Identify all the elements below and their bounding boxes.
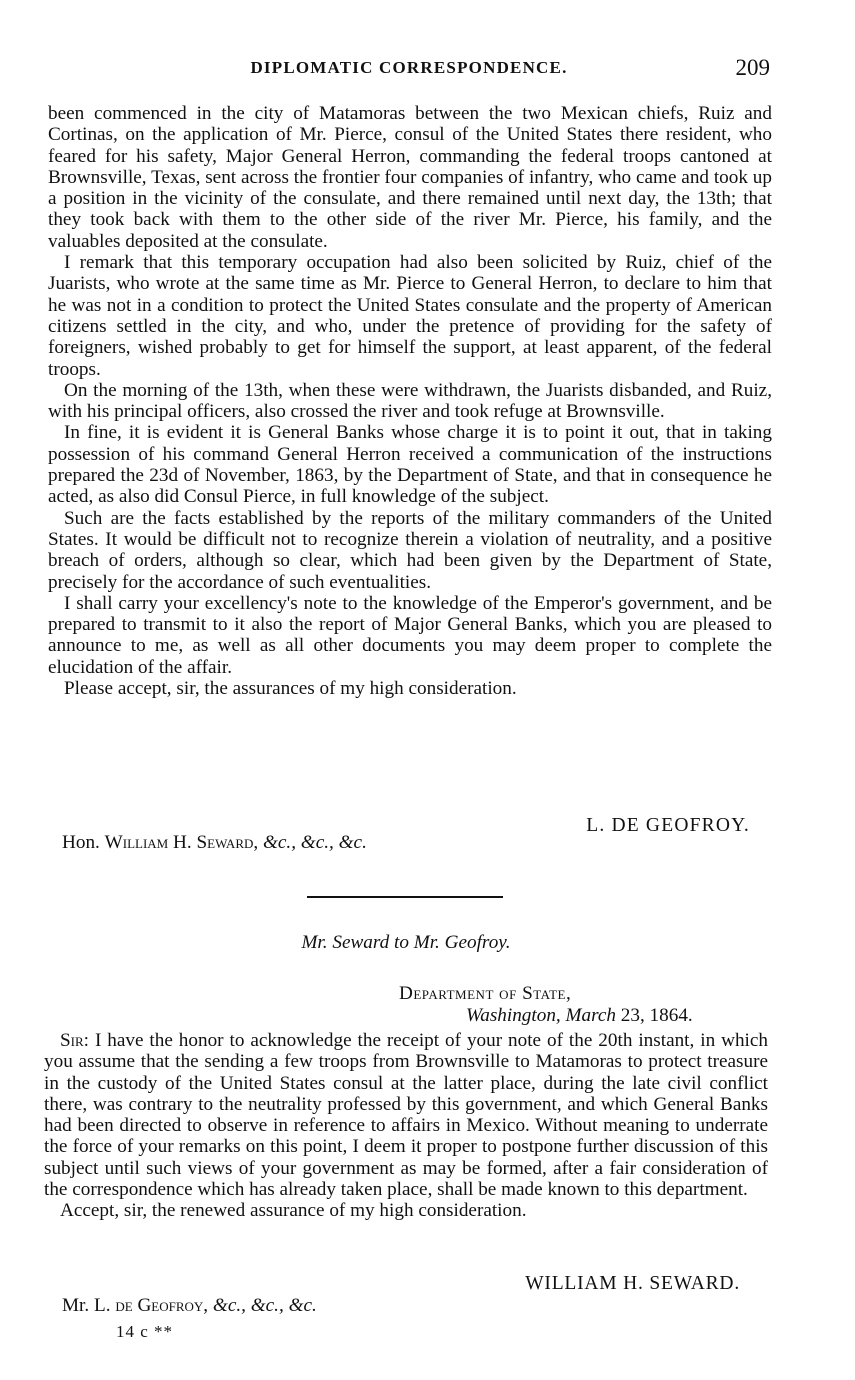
paragraph: I remark that this temporary occupation had also been solicited by Ruiz, chief of the Juarists, who wrote at the same time as Mr. Pierce to General Herron, to declare to him that he was not in a condition to protect the United States consulate and the property of American citizens settled in the city, and who, under the pretence of providing for the safety of foreigners, wished probably to get for himself the support, at least apparent, of the federal troops. — [48, 252, 772, 380]
addressee-suffix: &c., &c., &c. — [262, 832, 367, 853]
paragraph: On the morning of the 13th, when these were withdrawn, the Juarists disbanded, and Ruiz, with his principal officers, also crossed the river and took refuge at Brownsville. — [48, 379, 772, 423]
dateline-month: March — [565, 1005, 616, 1026]
letter-de-geofroy-body — [48, 103, 772, 699]
closing-line: Please accept, sir, the assurances of my high consideration. — [64, 678, 517, 700]
addressee-seward — [62, 832, 367, 854]
paragraph: been commenced in the city of Matamoras between the two Mexican chiefs, Ruiz and Cortinas, on the application of Mr. Pierce, consul of the United States there resident, who feared for his safety, Major General Herron, commanding the federal troops cantoned at Brownsville, Texas, sent across the frontier four companies of infantry, who came and took up a position in the vicinity of the consulate, and there remained until next day, the 13th; that they took back with them to the other side of the river Mr. Pierce, his family, and the valuables deposited at the consulate. — [48, 103, 772, 252]
signature-seward: WILLIAM H. SEWARD. — [525, 1273, 740, 1294]
paragraph-text: I have the honor to acknowledge the receipt of your note of the 20th instant, in which you assume that the sending a few troops from Brownsville to Matamoras to protect treasure in the custody of the United States consul at the latter place, during the late civil conflict there, was contrary to the neutrality professed by this government, and which General Banks had been directed to observe in reference to affairs in Mexico. Without meaning to underrate the force of your remarks on this point, I deem it proper to postpone further discussion of this subject until such views of your government as may be formed, after a fair consideration of the correspondence which has already taken place, shall be made known to this department. — [44, 1030, 768, 1201]
dateline-department: Department of State, — [399, 983, 572, 1004]
salutation: Sir: — [60, 1030, 90, 1051]
closing-line: Accept, sir, the renewed assurance of my high consideration. — [60, 1200, 527, 1222]
section-divider — [307, 896, 503, 898]
dateline-place: Washington, — [466, 1005, 561, 1026]
running-head — [48, 55, 770, 82]
dateline-year: 23, 1864. — [620, 1005, 693, 1026]
running-title: DIPLOMATIC CORRESPONDENCE. — [250, 58, 568, 77]
addressee-prefix: Hon. — [62, 832, 100, 853]
paragraph: I shall carry your excellency's note to the knowledge of the Emperor's government, and be prepared to transmit to it also the report of Major General Banks, which you are pleased to announce to me, as well as all other documents you may deem proper to complete the elucidation of the affair. — [48, 592, 772, 678]
addressee-de-geofroy — [62, 1295, 317, 1317]
signature-de-geofroy: L. DE GEOFROY. — [586, 815, 750, 836]
paragraph — [44, 1030, 768, 1200]
printer-signature-mark: 14 c ** — [116, 1322, 174, 1341]
paragraph: In fine, it is evident it is General Banks whose charge it is to point it out, that in taking possession of his command General Herron received a communication of the instructions prepared the 23d of November, 1863, by the Department of State, and that in consequence he acted, as also did Consul Pierce, in full knowledge of the subject. — [48, 422, 772, 508]
page-number: 209 — [735, 55, 770, 80]
dateline-date — [466, 1005, 693, 1027]
addressee-name: William H. Seward, — [104, 832, 259, 853]
letter-heading: Mr. Seward to Mr. Geofroy. — [301, 932, 511, 953]
addressee-suffix: &c., &c., &c. — [212, 1295, 317, 1316]
letter-seward-body — [44, 1030, 768, 1222]
addressee-name: L. de Geofroy, — [94, 1295, 209, 1316]
paragraph: Such are the facts established by the reports of the military commanders of the United States. It would be difficult not to recognize therein a violation of neutrality, and a positive breach of orders, although so clear, which had been given by the Department of State, precisely for the accordance of such eventualities. — [48, 507, 772, 593]
addressee-prefix: Mr. — [62, 1295, 90, 1316]
